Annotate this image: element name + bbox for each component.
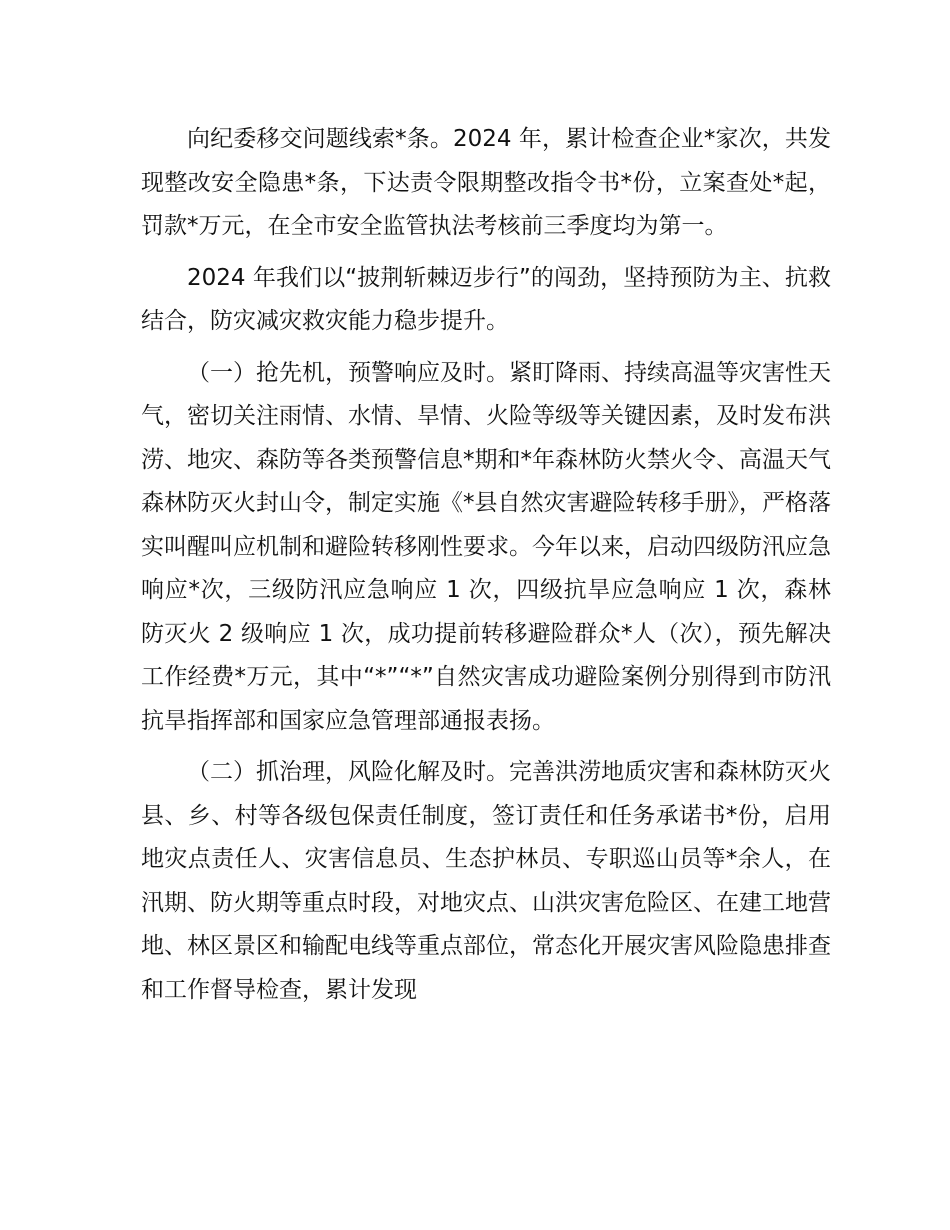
paragraph-1: 向纪委移交问题线索*条。2024 年，累计检查企业*家次，共发现整改安全隐患*条，下达责令限期整改指令书*份，立案查处*起，罚款*万元，在全市安全监管执法考核前三季度均为第一。	[141, 126, 831, 239]
paragraph-4: （二）抓治理，风险化解及时。完善洪涝地质灾害和森林防灭火县、乡、村等各级包保责任制度，签订责任和任务承诺书*份，启用地灾点责任人、灾害信息员、生态护林员、专职巡山员等*余人，在汛期、防火期等重点时段，对地灾点、山洪灾害危险区、在建工地营地、林区景区和输配电线等重点部位，常态化开展灾害风险隐患排查和工作督导检查，累计发现	[141, 759, 831, 1003]
paragraph-3: （一）抢先机，预警响应及时。紧盯降雨、持续高温等灾害性天气，密切关注雨情、水情、旱情、火险等级等关键因素，及时发布洪涝、地灾、森防等各类预警信息*期和*年森林防火禁火令、高温天气森林防灭火封山令，制定实施《*县自然灾害避险转移手册》，严格落实叫醒叫应机制和避险转移刚性要求。今年以来，启动四级防汛应急响应*次，三级防汛应急响应 1 次，四级抗旱应急响应 1 次，森林防灭火 2 级响应 1 次，成功提前转移避险群众*人（次），预先解决工作经费*万元，其中“*”“*”自然灾害成功避险案例分别得到市防汛抗旱指挥部和国家应急管理部通报表扬。	[141, 359, 831, 734]
document-body	[141, 118, 831, 1012]
paragraph-2: 2024 年我们以“披荆斩棘迈步行”的闯劲，坚持预防为主、抗救结合，防灾减灾救灾能力稳步提升。	[141, 264, 831, 334]
